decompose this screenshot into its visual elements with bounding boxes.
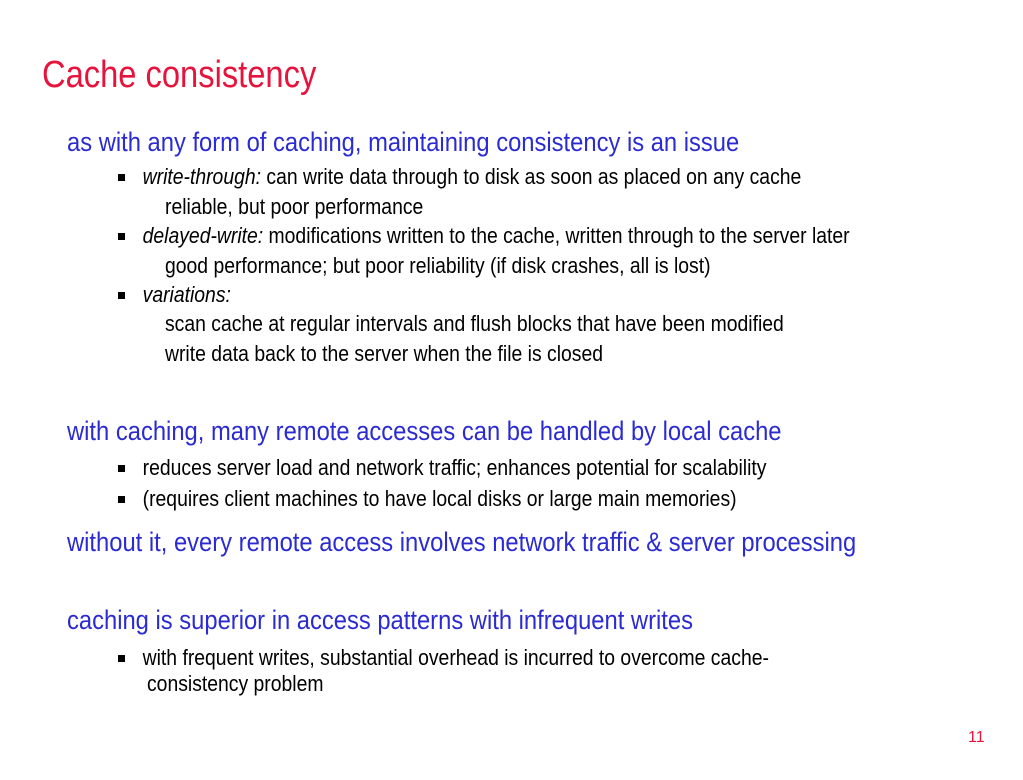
frequent-writes-text: with frequent writes, substantial overhead is incurred to overcome cache- [142, 645, 769, 670]
term-write-through: write-through: [142, 164, 262, 189]
bullet-write-through [118, 164, 802, 190]
term-delayed-write: delayed-write: [142, 223, 264, 248]
section-heading-consistency: as with any form of caching, maintaining consistency is an issue [67, 127, 740, 157]
delayed-write-sub: good performance; but poor reliability (if disk crashes, all is lost) [165, 253, 711, 278]
section-heading-without-it: without it, every remote access involves network traffic & server processing [67, 527, 857, 557]
variations-sub-1: scan cache at regular intervals and flush blocks that have been modified [165, 311, 784, 336]
term-variations: variations: [142, 282, 231, 307]
requires-client-text: (requires client machines to have local disks or large main memories) [142, 486, 737, 511]
section-heading-infrequent-writes: caching is superior in access patterns with infrequent writes [67, 605, 693, 635]
bullet-requires-client [118, 486, 737, 512]
bullet-delayed-write [118, 223, 850, 249]
delayed-write-text: modifications written to the cache, written through to the server later [263, 223, 850, 248]
frequent-writes-continuation: consistency problem [147, 671, 324, 696]
page-number: 11 [968, 729, 985, 746]
bullet-reduces-load [118, 455, 767, 481]
section-heading-local-cache: with caching, many remote accesses can be handled by local cache [67, 416, 782, 446]
write-through-sub: reliable, but poor performance [165, 194, 424, 219]
bullet-variations [118, 282, 231, 308]
write-through-text: can write data through to disk as soon as placed on any cache [261, 164, 802, 189]
slide-title: Cache consistency [42, 54, 317, 96]
reduces-load-text: reduces server load and network traffic; enhances potential for scalability [142, 455, 767, 480]
bullet-frequent-writes [118, 645, 769, 671]
variations-sub-2: write data back to the server when the file is closed [165, 341, 603, 366]
